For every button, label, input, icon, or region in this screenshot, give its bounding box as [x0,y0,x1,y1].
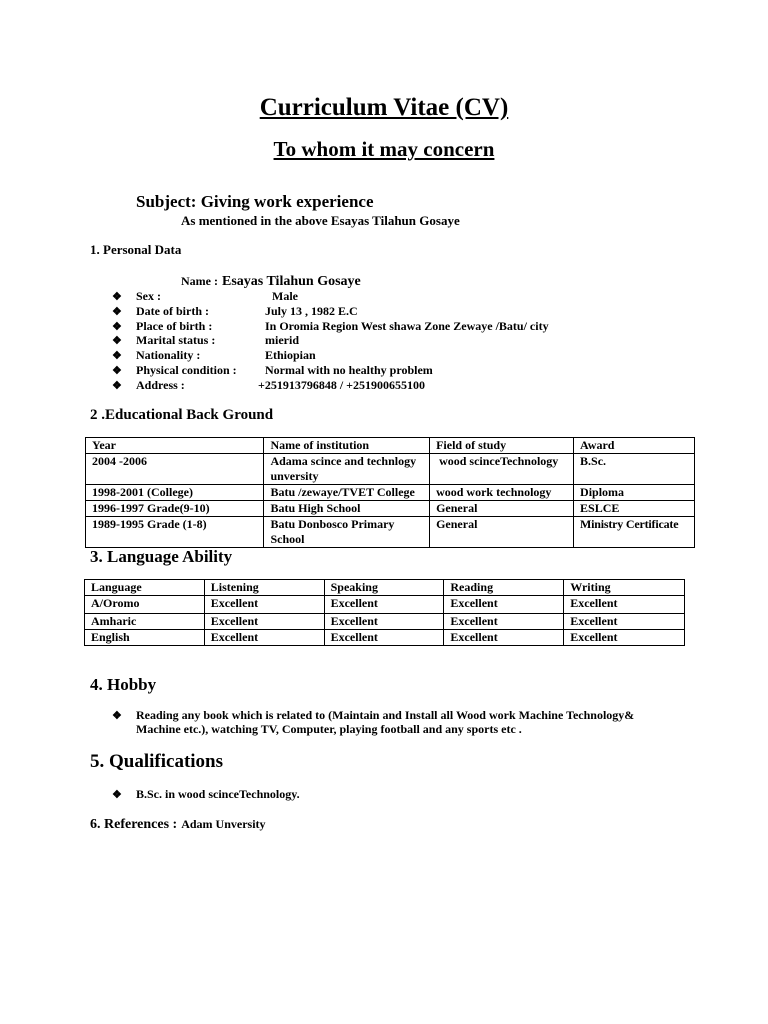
hobby-text-line-1: Reading any book which is related to (Maintain and Install all Wood work Machine Technology& [136,708,635,722]
table-cell: Excellent [564,596,685,614]
bullet-icon: ❖ [112,710,122,722]
address-value: +251913796848 / +251900655100 [258,378,426,392]
table-cell: Excellent [444,614,564,630]
nationality-value: Ethiopian [265,348,316,362]
qualifications-heading: 5. Qualifications [90,751,224,772]
bullet-icon: ❖ [112,291,122,303]
subject-line: Subject: Giving work experience [136,192,374,211]
table-cell: wood work technology [430,485,574,501]
table-header-cell: Reading [444,580,564,596]
references-value: Adam Unversity [181,817,266,831]
bullet-icon: ❖ [112,380,122,392]
marital-value: mierid [265,333,299,347]
cv-title: Curriculum Vitae (CV) [259,94,509,121]
bullet-icon: ❖ [112,365,122,377]
dob-value: July 13 , 1982 E.C [265,304,358,318]
table-cell: Excellent [204,614,324,630]
table-header-row [86,438,695,454]
table-cell: General [430,517,574,548]
table-cell: General [430,501,574,517]
table-header-cell: Language [85,580,205,596]
table-header-cell: Field of study [430,438,574,454]
table-cell: English [85,630,205,646]
marital-label: Marital status : [136,333,216,347]
table-cell: Adama scince and technlogy unversity [264,454,430,485]
subject-note: As mentioned in the above Esayas Tilahun Gosaye [181,213,460,228]
table-cell: Excellent [564,614,685,630]
table-header-cell: Award [574,438,695,454]
hobby-text-line-2: Machine etc.), watching TV, Computer, playing football and any sports etc . [136,722,522,736]
table-row [85,614,685,630]
table-row [85,630,685,646]
pob-value: In Oromia Region West shawa Zone Zewaye /Batu/ city [265,319,549,333]
table-cell: Amharic [85,614,205,630]
name-label: Name : [181,274,218,288]
table-cell: 1996-1997 Grade(9-10) [86,501,264,517]
table-header-row [85,580,685,596]
table-header-cell: Year [86,438,264,454]
cv-subtitle: To whom it may concern [273,137,495,161]
table-cell: Excellent [324,596,444,614]
table-cell: Batu /zewaye/TVET College [264,485,430,501]
table-cell: 2004 -2006 [86,454,264,485]
name-row [181,272,361,290]
table-cell: 1989-1995 Grade (1-8) [86,517,264,548]
table-row [86,454,695,485]
table-row [86,501,695,517]
sex-value: Male [272,289,298,303]
physical-value: Normal with no healthy problem [265,363,433,377]
table-cell: Excellent [564,630,685,646]
bullet-icon: ❖ [112,350,122,362]
table-cell: Excellent [444,596,564,614]
bullet-icon: ❖ [112,321,122,333]
table-cell: A/Oromo [85,596,205,614]
table-cell: Excellent [204,630,324,646]
hobby-heading: 4. Hobby [90,675,157,694]
table-cell: Excellent [444,630,564,646]
table-cell: B.Sc. [574,454,695,485]
education-table [85,437,695,548]
table-row [85,596,685,614]
physical-label: Physical condition : [136,363,237,377]
table-cell: Excellent [204,596,324,614]
table-cell: Diploma [574,485,695,501]
dob-label: Date of birth : [136,304,209,318]
pob-label: Place of birth : [136,319,213,333]
table-cell: Excellent [324,630,444,646]
references-row [90,815,266,833]
language-heading: 3. Language Ability [90,547,233,566]
table-cell: Ministry Certificate [574,517,695,548]
table-header-cell: Writing [564,580,685,596]
table-cell: 1998-2001 (College) [86,485,264,501]
education-heading: 2 .Educational Back Ground [90,407,274,423]
references-label: 6. References : [90,817,178,832]
personal-data-heading: 1. Personal Data [90,242,182,257]
table-cell: Batu High School [264,501,430,517]
bullet-icon: ❖ [112,306,122,318]
address-label: Address : [136,378,185,392]
table-cell: Batu Donbosco Primary School [264,517,430,548]
table-cell: ESLCE [574,501,695,517]
table-header-cell: Listening [204,580,324,596]
language-table [84,579,685,646]
sex-label: Sex : [136,289,161,303]
table-cell: wood scinceTechnology [430,454,574,485]
qualification-item: B.Sc. in wood scinceTechnology. [136,787,300,801]
table-header-cell: Name of institution [264,438,430,454]
table-row [86,485,695,501]
table-cell: Excellent [324,614,444,630]
table-header-cell: Speaking [324,580,444,596]
name-value: Esayas Tilahun Gosaye [221,274,361,289]
table-row [86,517,695,548]
bullet-icon: ❖ [112,335,122,347]
bullet-icon: ❖ [112,789,122,801]
nationality-label: Nationality : [136,348,201,362]
